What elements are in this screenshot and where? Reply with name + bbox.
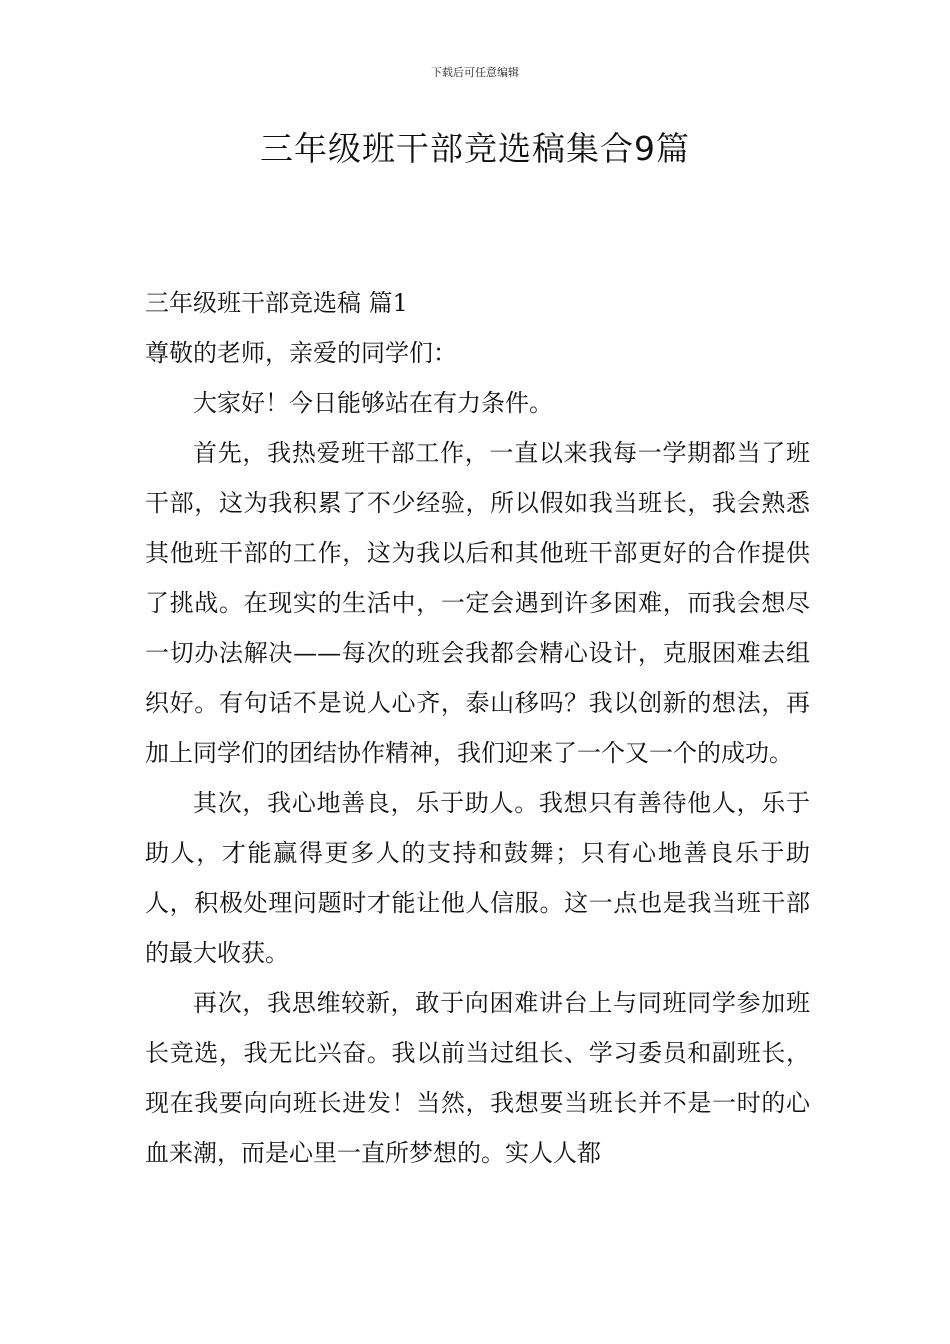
- section-heading: 三年级班干部竞选稿 篇1: [145, 289, 408, 317]
- paragraph-first-point: 首先，我热爱班干部工作，一直以来我每一学期都当了班干部，这为我积累了不少经验，所以假如我当班长，我会熟悉其他班干部的工作，这为我以后和其他班干部更好的合作提供了挑战。在现实的生活中，一定会遇到许多困难，而我会想尽一切办法解决——每次的班会我都会精心设计，克服困难去组织好。有句话不是说人心齐，泰山移吗？我以创新的想法，再加上同学们的团结协作精神，我们迎来了一个又一个的成功。: [145, 439, 810, 767]
- document-title: 三年级班干部竞选稿集合9篇: [260, 129, 690, 168]
- header-note: 下载后可任意编辑: [431, 66, 519, 79]
- salutation: 尊敬的老师，亲爱的同学们：: [145, 339, 457, 367]
- paragraph-greeting: 大家好！今日能够站在有力条件。: [193, 389, 553, 417]
- document-body: [145, 278, 810, 1178]
- paragraph-third-point: 再次，我思维较新，敢于向困难讲台上与同班同学参加班长竞选，我无比兴奋。我以前当过组长、学习委员和副班长，现在我要向向班长进发！当然，我想要当班长并不是一时的心血来潮，而是心里一直所梦想的。实人人都: [145, 989, 810, 1167]
- paragraph-second-point: 其次，我心地善良，乐于助人。我想只有善待他人，乐于助人，才能赢得更多人的支持和鼓舞；只有心地善良乐于助人，积极处理问题时才能让他人信服。这一点也是我当班干部的最大收获。: [145, 789, 810, 967]
